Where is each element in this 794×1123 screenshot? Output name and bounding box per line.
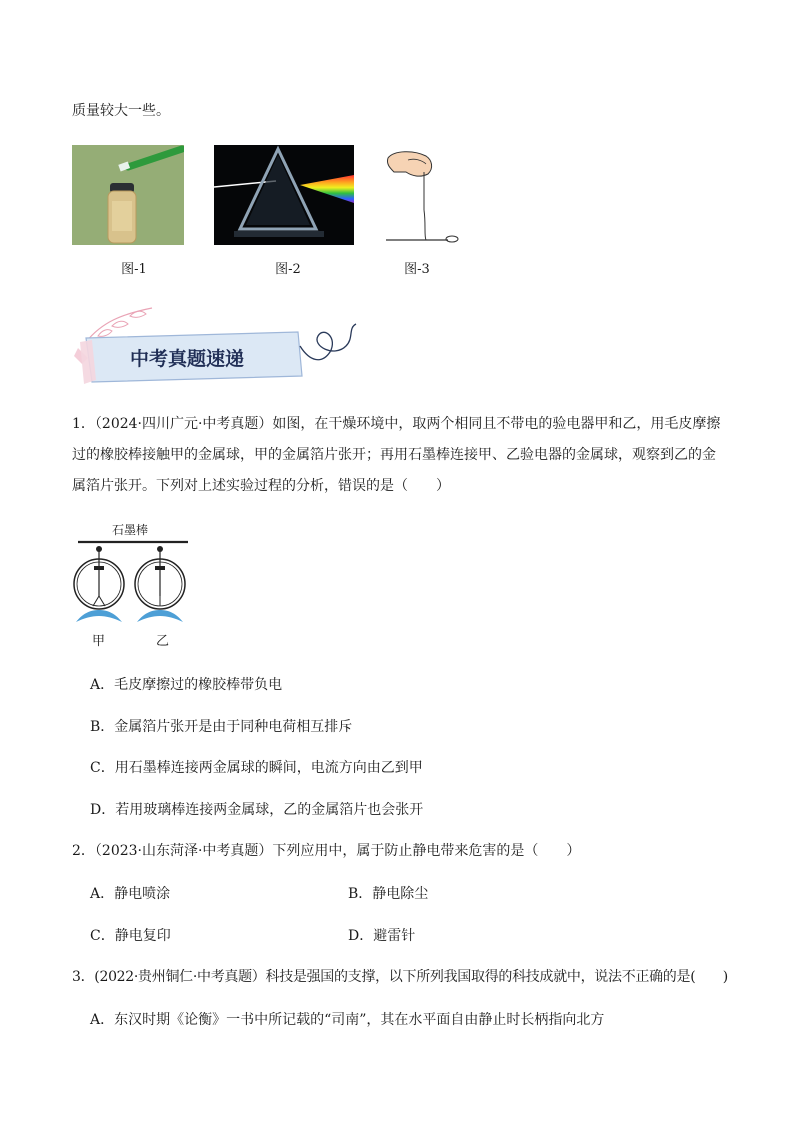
section-banner (72, 302, 362, 386)
figure-3-image (384, 148, 464, 248)
q1-option-c: C．用石墨棒连接两金属球的瞬间，电流方向由乙到甲 (90, 760, 423, 776)
q1-text-line-1: 1．（2024·四川广元·中考真题）如图，在干燥环境中，取两个相同且不带电的验电器甲和乙，用毛皮摩擦 (72, 416, 721, 432)
figure-2-caption: 图-2 (275, 262, 301, 277)
q3-text-line-1: 3．(2022·贵州铜仁·中考真题）科技是强国的支撑，以下所列我国取得的科技成就中，说法不正确的是( ) (72, 969, 728, 985)
intro-text: 质量较大一些。 (72, 103, 170, 119)
q1-option-d: D．若用玻璃棒连接两金属球，乙的金属箔片也会张开 (90, 802, 424, 818)
banner-title: 中考真题速递 (130, 348, 245, 370)
figure-1-caption: 图-1 (121, 262, 147, 277)
figure-2-image (214, 145, 354, 245)
q1-left-label: 甲 (92, 634, 106, 649)
q1-right-label: 乙 (156, 634, 170, 649)
figure-3-caption: 图-3 (404, 262, 430, 277)
q1-electroscope-diagram (70, 518, 200, 650)
q2-option-c: C．静电复印 (90, 928, 171, 944)
q1-text-line-3: 属箔片张开。下列对上述实验过程的分析，错误的是（ ） (72, 478, 450, 494)
q2-text-line-1: 2．（2023·山东菏泽·中考真题）下列应用中，属于防止静电带来危害的是（ ） (72, 843, 581, 859)
q3-option-a: A．东汉时期《论衡》一书中所记载的“司南”，其在水平面自由静止时长柄指向北方 (90, 1012, 605, 1028)
q1-option-a: A．毛皮摩擦过的橡胶棒带负电 (90, 677, 283, 693)
q1-option-b: B．金属箔片张开是由于同种电荷相互排斥 (90, 719, 353, 735)
q1-rod-label: 石墨棒 (112, 523, 149, 537)
q1-text-line-2: 过的橡胶棒接触甲的金属球，甲的金属箔片张开；再用石墨棒连接甲、乙验电器的金属球，观察到乙的金 (72, 447, 716, 463)
q2-option-b: B．静电除尘 (348, 886, 429, 902)
q2-option-d: D．避雷针 (348, 928, 416, 944)
q2-option-a: A．静电喷涂 (90, 886, 171, 902)
figure-1-image (72, 145, 184, 245)
